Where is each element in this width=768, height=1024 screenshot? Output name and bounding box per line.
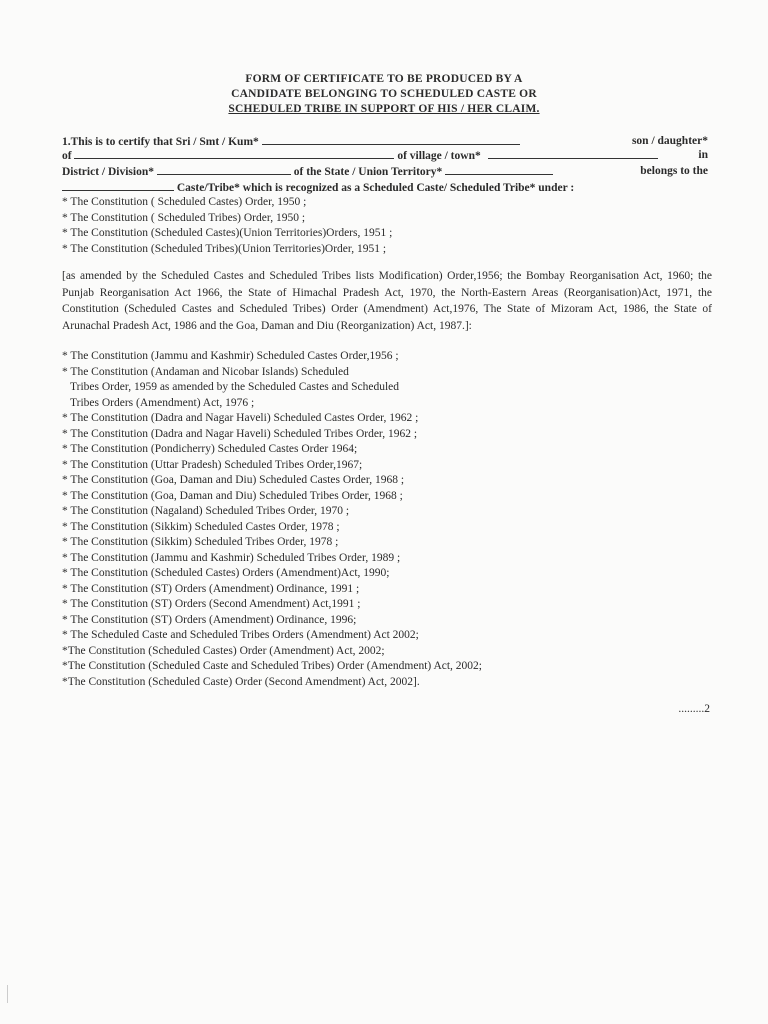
state-ut-label: of the State / Union Territory* [293,166,443,178]
son-daughter-label: son / daughter* [631,135,708,147]
list-item: * The Constitution (Dadra and Nagar Haveli) Scheduled Tribes Order, 1962 ; [62,427,418,440]
list-item: *The Constitution (Scheduled Caste) Order (Second Amendment) Act, 2002]. [62,675,420,688]
list-item: * The Constitution (Goa, Daman and Diu) Scheduled Castes Order, 1968 ; [62,474,405,486]
list-item: * The Constitution (ST) Orders (Amendment) Ordinance, 1991 ; [62,582,360,595]
list-item: * The Constitution (ST) Orders (Second Amendment) Act,1991 ; [62,598,361,610]
scan-edge-mark [7,985,8,1003]
district-division-label: District / Division* [62,166,154,178]
village-town-blank[interactable] [488,147,658,159]
cert-line-2-label: of [62,150,72,162]
name-blank[interactable] [262,133,520,145]
district-division-blank[interactable] [157,163,291,175]
form-title-line-1: FORM OF CERTIFICATE TO BE PRODUCED BY A [245,73,523,85]
list-item: *The Constitution (Scheduled Caste and Scheduled Tribes) Order (Amendment) Act, 2002; [62,660,483,672]
amendments-paragraph: [as amended by the Scheduled Castes and Scheduled Tribes lists Modification) Order,1956; the Bombay Reorganisation Act, 1960; the Punjab Reorganisation Act 1966, the State of Himachal Pradesh Act, 1970, the North-Eastern Areas (Reorganisation)Act, 1971, the Constitution (Scheduled Castes and Scheduled Tribes) Order (Amendment) Act,1976, The State of Mizoram Act, 1986, the State of Arunachal Pradesh Act, 1986 and the Goa, Daman and Diu (Reorganization) Act, 1987.]: [62,270,712,332]
orders-list-b [62,349,482,690]
list-item: * The Constitution ( Scheduled Castes) Order, 1950 ; [62,196,307,208]
in-label: in [698,149,708,161]
form-title-line-3: SCHEDULED TRIBE IN SUPPORT OF HIS / HER CLAIM. [228,103,540,115]
list-item: * The Constitution (Sikkim) Scheduled Tribes Order, 1978 ; [62,536,339,548]
list-item: * The Constitution (Uttar Pradesh) Scheduled Tribes Order,1967; [62,458,363,471]
village-town-label: of village / town* [397,150,481,162]
list-item: * The Constitution (Sikkim) Scheduled Castes Order, 1978 ; [62,520,340,533]
orders-list-a [62,195,392,257]
state-ut-blank[interactable] [445,163,553,175]
list-item: * The Constitution ( Scheduled Tribes) Order, 1950 ; [62,211,306,224]
list-item: * The Constitution (Nagaland) Scheduled Tribes Order, 1970 ; [62,505,350,517]
parent-name-blank[interactable] [74,147,394,159]
list-item: * The Constitution (Goa, Daman and Diu) Scheduled Tribes Order, 1968 ; [62,489,403,502]
cert-line-1-label: 1.This is to certify that Sri / Smt / Kum* [62,136,259,148]
list-item: Tribes Orders (Amendment) Act, 1976 ; [70,396,255,409]
caste-tribe-blank[interactable] [62,179,174,191]
list-item: * The Constitution (Scheduled Tribes)(Union Territories)Order, 1951 ; [62,242,387,255]
belongs-to-label: belongs to the [640,165,708,177]
list-item: * The Scheduled Caste and Scheduled Tribes Orders (Amendment) Act 2002; [62,629,419,641]
list-item: * The Constitution (Pondicherry) Scheduled Castes Order 1964; [62,443,358,455]
list-item: * The Constitution (ST) Orders (Amendment) Ordinance, 1996; [62,613,357,626]
form-title-line-2: CANDIDATE BELONGING TO SCHEDULED CASTE OR [231,88,537,100]
page-continuation-marker: .........2 [678,703,710,715]
list-item: * The Constitution (Jammu and Kashmir) Scheduled Tribes Order, 1989 ; [62,551,401,564]
list-item: Tribes Order, 1959 as amended by the Scheduled Castes and Scheduled [70,381,400,393]
list-item: * The Constitution (Dadra and Nagar Haveli) Scheduled Castes Order, 1962 ; [62,412,419,424]
list-item: * The Constitution (Scheduled Castes) Orders (Amendment)Act, 1990; [62,567,390,579]
list-item: *The Constitution (Scheduled Castes) Order (Amendment) Act, 2002; [62,644,385,657]
list-item: * The Constitution (Scheduled Castes)(Union Territories)Orders, 1951 ; [62,227,393,239]
list-item: * The Constitution (Andaman and Nicobar Islands) Scheduled [62,365,349,378]
list-item: * The Constitution (Jammu and Kashmir) Scheduled Castes Order,1956 ; [62,350,399,362]
caste-tribe-label: Caste/Tribe* which is recognized as a Scheduled Caste/ Scheduled Tribe* under : [176,182,575,194]
